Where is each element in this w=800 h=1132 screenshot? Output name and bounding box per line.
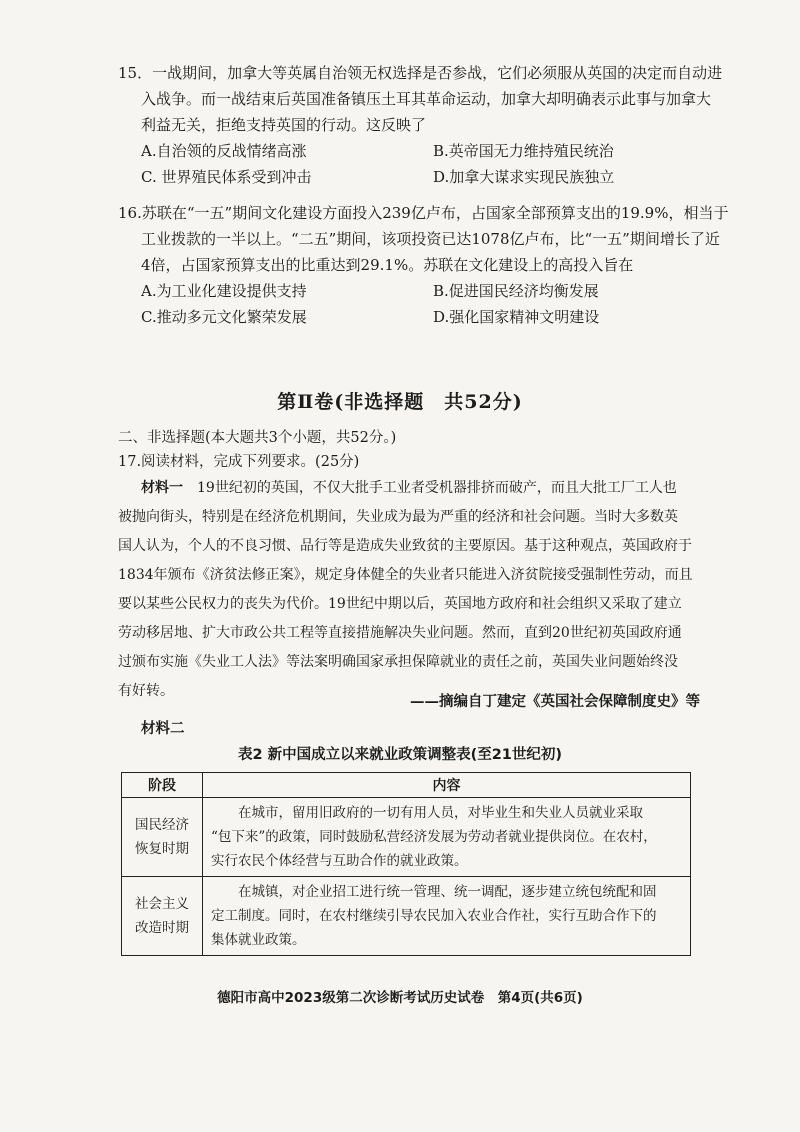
content-line: 定工制度。同时，在农村继续引导农民加入农业合作社，实行互助合作下的 <box>211 908 657 924</box>
table-caption: 表2 新中国成立以来就业政策调整表(至21世纪初) <box>237 747 563 763</box>
question-16-line-1: 16.苏联在“一五”期间文化建设方面投入239亿卢布，占国家全部预算支出的19.9%，相当于 <box>118 204 729 222</box>
content-line: 在城镇，对企业招工进行统一管理、统一调配，逐步建立统包统配和固 <box>211 884 657 900</box>
material-1-line-1: 19世纪初的英国，不仅大批手工业者受机器排挤而破产，而且大批工厂工人也 <box>183 480 677 496</box>
material-2-label: 材料二 <box>141 721 185 737</box>
option-a: A.自治领的反战情绪高涨 <box>141 142 307 160</box>
material-1-line-5: 要以某些公民权力的丧失为代价。19世纪中期以后，英国地方政府和社会组织又采取了建立 <box>118 596 682 612</box>
section-title: 第Ⅱ卷(非选择题 共52分) <box>277 391 523 413</box>
stage-cell <box>122 798 203 877</box>
header-content: 内容 <box>203 773 691 798</box>
part-two-heading: 二、非选择题(本大题共3个小题，共52分。) <box>118 430 397 446</box>
content-line: “包下来”的政策，同时鼓励私营经济发展为劳动者就业提供岗位。在农村， <box>211 829 657 845</box>
question-16-options <box>118 278 718 330</box>
content-line: 集体就业政策。 <box>211 932 306 948</box>
question-15 <box>118 60 723 190</box>
option-c: C. 世界殖民体系受到冲击 <box>141 168 312 186</box>
stage-line: 恢复时期 <box>135 841 189 857</box>
material-1-line-3: 国人认为，个人的不良习惯、品行等是造成失业致贫的主要原因。基于这种观点，英国政府于 <box>118 538 692 554</box>
content-line: 在城市，留用旧政府的一切有用人员，对毕业生和失业人员就业采取 <box>211 805 643 821</box>
option-c: C.推动多元文化繁荣发展 <box>141 308 307 326</box>
question-15-line-3: 利益无关，拒绝支持英国的行动。这反映了 <box>141 116 427 134</box>
material-1-source: ——摘编自丁建定《英国社会保障制度史》等 <box>410 693 700 710</box>
material-1-line-8: 有好转。 <box>118 683 174 699</box>
option-b: B.促进国民经济均衡发展 <box>433 282 599 300</box>
question-16-line-2: 工业拨款的一半以上。“二五”期间，该项投资已达1078亿卢布，比“一五”期间增长了近 <box>141 230 720 248</box>
page-footer: 德阳市高中2023级第二次诊断考试历史试卷 第4页(共6页) <box>217 990 583 1006</box>
content-cell <box>203 877 691 956</box>
option-a: A.为工业化建设提供支持 <box>141 282 307 300</box>
stage-line: 改造时期 <box>135 920 189 936</box>
material-1 <box>118 474 703 706</box>
option-d: D.加拿大谋求实现民族独立 <box>433 168 615 186</box>
content-cell <box>203 798 691 877</box>
stage-line: 社会主义 <box>135 896 189 912</box>
material-1-label: 材料一 <box>141 480 183 496</box>
question-17: 17.阅读材料，完成下列要求。(25分) <box>118 454 360 470</box>
material-1-line-7: 过颁布实施《失业工人法》等法案明确国家承担保障就业的责任之前，英国失业问题始终没 <box>118 654 678 670</box>
table-row <box>122 877 691 956</box>
question-15-line-1: 15．一战期间，加拿大等英属自治领无权选择是否参战，它们必须服从英国的决定而自动进 <box>118 64 723 82</box>
header-stage: 阶段 <box>122 773 203 798</box>
material-1-line-6: 劳动移居地、扩大市政公共工程等直接措施解决失业问题。然而，直到20世纪初英国政府通 <box>118 625 682 641</box>
material-1-line-4: 1834年颁布《济贫法修正案》，规定身体健全的失业者只能进入济贫院接受强制性劳动，而且 <box>118 567 693 583</box>
content-line: 实行农民个体经营与互助合作的就业政策。 <box>211 853 468 869</box>
material-1-line-2: 被抛向街头，特别是在经济危机期间，失业成为最为严重的经济和社会问题。当时大多数英 <box>118 509 678 525</box>
question-16-line-3: 4倍，占国家预算支出的比重达到29.1%。苏联在文化建设上的高投入旨在 <box>141 256 634 274</box>
question-15-options <box>118 138 718 190</box>
option-d: D.强化国家精神文明建设 <box>433 308 600 326</box>
question-16 <box>118 200 729 330</box>
question-15-line-2: 入战争。而一战结束后英国准备镇压土耳其革命运动，加拿大却明确表示此事与加拿大 <box>141 90 712 108</box>
stage-cell <box>122 877 203 956</box>
option-b: B.英帝国无力维持殖民统治 <box>433 142 614 160</box>
table-row <box>122 798 691 877</box>
table-header-row <box>122 773 691 798</box>
stage-line: 国民经济 <box>135 817 189 833</box>
employment-policy-table <box>121 772 691 956</box>
